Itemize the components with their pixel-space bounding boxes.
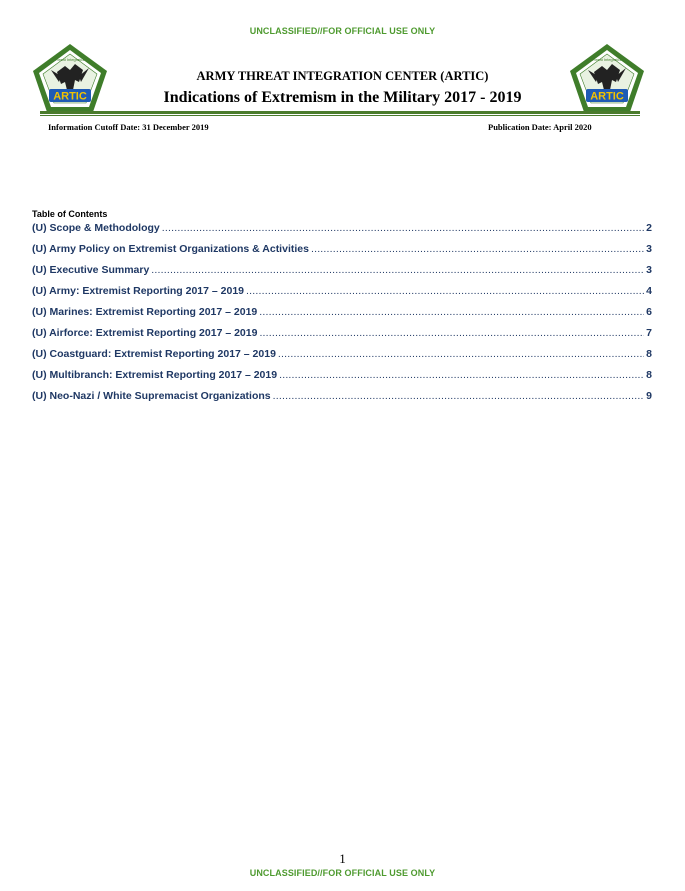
toc-leader-dots xyxy=(259,327,644,339)
page-number: 1 xyxy=(339,851,346,866)
toc-entry-label: (U) Executive Summary xyxy=(32,264,150,276)
toc-entry-coastguard-reporting[interactable] xyxy=(32,348,652,369)
table-of-contents xyxy=(32,222,652,411)
toc-entry-page: 3 xyxy=(646,243,652,255)
toc-entry-page: 4 xyxy=(646,285,652,297)
toc-entry-label: (U) Marines: Extremist Reporting 2017 – 2019 xyxy=(32,306,258,318)
toc-entry-page: 2 xyxy=(646,222,652,234)
toc-entry-army-policy[interactable] xyxy=(32,243,652,264)
toc-entry-executive-summary[interactable] xyxy=(32,264,652,285)
toc-leader-dots xyxy=(162,222,644,234)
toc-leader-dots xyxy=(279,369,644,381)
header-rule xyxy=(40,111,640,114)
toc-entry-scope-methodology[interactable] xyxy=(32,222,652,243)
toc-entry-page: 7 xyxy=(646,327,652,339)
toc-entry-multibranch-reporting[interactable] xyxy=(32,369,652,390)
toc-entry-label: (U) Neo-Nazi / White Supremacist Organizations xyxy=(32,390,271,402)
toc-entry-page: 6 xyxy=(646,306,652,318)
toc-entry-neo-nazi-organizations[interactable] xyxy=(32,390,652,411)
document-title: Indications of Extremism in the Military 2017 - 2019 xyxy=(163,89,522,106)
toc-leader-dots xyxy=(278,348,644,360)
toc-leader-dots xyxy=(273,390,645,402)
classification-banner-bottom: UNCLASSIFIED//FOR OFFICIAL USE ONLY xyxy=(249,868,436,878)
toc-entry-page: 3 xyxy=(646,264,652,276)
classification-banner-top: UNCLASSIFIED//FOR OFFICIAL USE ONLY xyxy=(249,26,436,36)
toc-entry-label: (U) Coastguard: Extremist Reporting 2017 – 2019 xyxy=(32,348,276,360)
toc-entry-page: 8 xyxy=(646,348,652,360)
svg-text:ARTIC: ARTIC xyxy=(590,90,624,103)
toc-entry-marines-reporting[interactable] xyxy=(32,306,652,327)
publication-date: Publication Date: April 2020 xyxy=(488,122,592,132)
toc-entry-label: (U) Airforce: Extremist Reporting 2017 – 2019 xyxy=(32,327,258,339)
svg-text:ARTIC: ARTIC xyxy=(53,90,87,103)
toc-entry-label: (U) Multibranch: Extremist Reporting 2017 – 2019 xyxy=(32,369,278,381)
svg-text:Threat Integration: Threat Integration xyxy=(54,57,86,62)
toc-entry-airforce-reporting[interactable] xyxy=(32,327,652,348)
cutoff-date: Information Cutoff Date: 31 December 2019 xyxy=(48,122,209,132)
svg-text:Threat Integration: Threat Integration xyxy=(591,57,623,62)
organization-name: ARMY THREAT INTEGRATION CENTER (ARTIC) xyxy=(196,69,489,83)
toc-entry-page: 9 xyxy=(646,390,652,402)
toc-entry-label: (U) Army: Extremist Reporting 2017 – 2019 xyxy=(32,285,245,297)
toc-heading: Table of Contents xyxy=(32,209,108,219)
toc-leader-dots xyxy=(259,306,644,318)
toc-entry-page: 8 xyxy=(646,369,652,381)
toc-entry-label: (U) Scope & Methodology xyxy=(32,222,160,234)
header-rule-thin xyxy=(40,115,640,116)
toc-leader-dots xyxy=(151,264,644,276)
toc-leader-dots xyxy=(311,243,644,255)
toc-leader-dots xyxy=(246,285,644,297)
toc-entry-label: (U) Army Policy on Extremist Organizations & Activities xyxy=(32,243,309,255)
toc-entry-army-reporting[interactable] xyxy=(32,285,652,306)
